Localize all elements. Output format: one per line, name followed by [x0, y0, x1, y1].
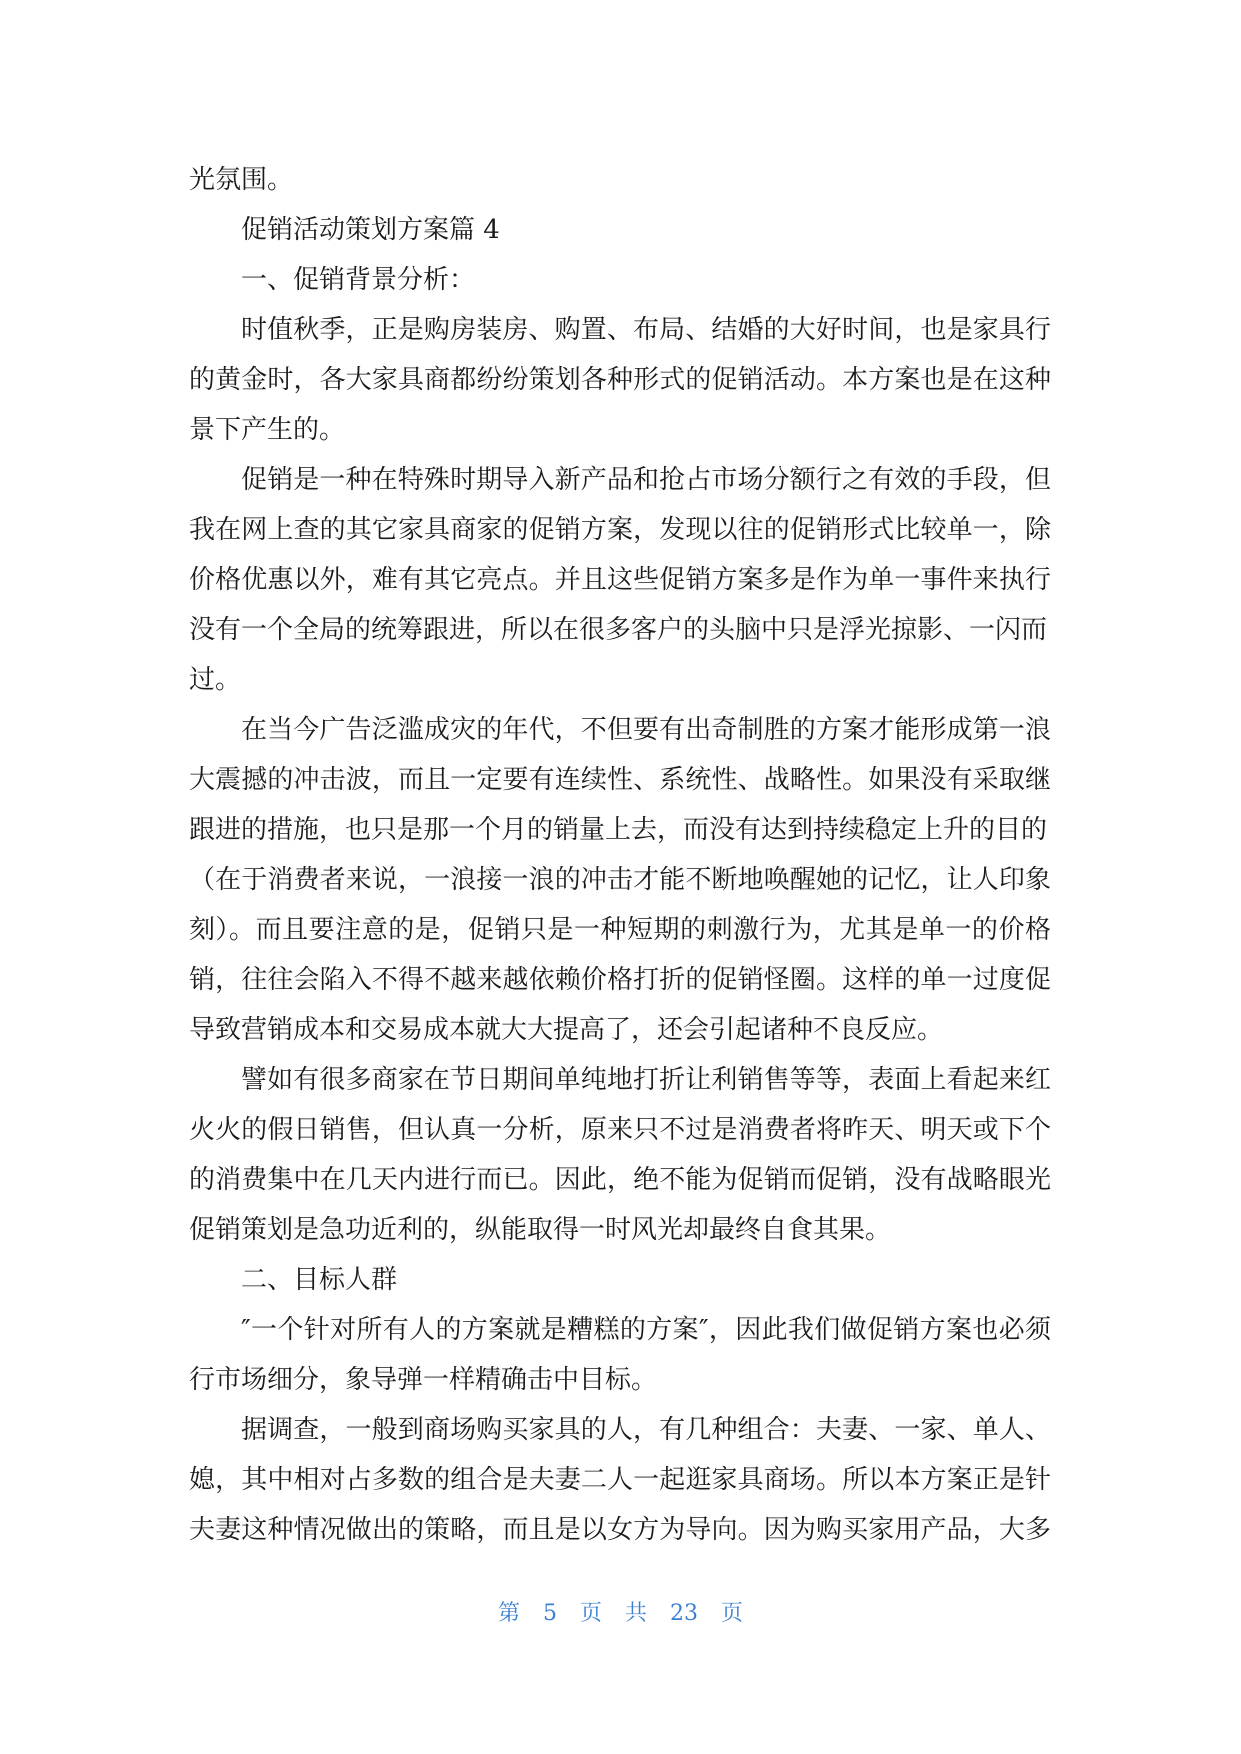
text-line: 我在网上查的其它家具商家的促销方案，发现以往的促销形式比较单一，除	[189, 515, 1051, 545]
text-line: 促销是一种在特殊时期导入新产品和抢占市场分额行之有效的手段，但	[241, 465, 1051, 495]
footer-label-ye-end: 页	[721, 1601, 744, 1626]
text-line: 销，往往会陷入不得不越来越依赖价格打折的促销怪圈。这样的单一过度促	[189, 965, 1051, 995]
text-line: 景下产生的。	[189, 415, 346, 445]
text-line: 一、促销背景分析：	[241, 265, 476, 295]
footer-label-di: 第	[497, 1601, 520, 1626]
text-line: 促销活动策划方案篇 4	[241, 215, 500, 245]
text-line: 媳，其中相对占多数的组合是夫妻二人一起逛家具商场。所以本方案正是针	[189, 1465, 1051, 1495]
text-line: ″一个针对所有人的方案就是糟糕的方案″，因此我们做促销方案也必须	[241, 1315, 1051, 1345]
text-line: 价格优惠以外，难有其它亮点。并且这些促销方案多是作为单一事件来执行	[189, 565, 1051, 595]
text-line: 过。	[189, 665, 242, 695]
text-line: 没有一个全局的统筹跟进，所以在很多客户的头脑中只是浮光掠影、一闪而	[189, 615, 1048, 645]
text-line: 大震撼的冲击波，而且一定要有连续性、系统性、战略性。如果没有采取继	[189, 765, 1051, 795]
text-line: 的黄金时，各大家具商都纷纷策划各种形式的促销活动。本方案也是在这种	[189, 365, 1051, 395]
text-line: 譬如有很多商家在节日期间单纯地打折让利销售等等，表面上看起来红	[241, 1065, 1051, 1095]
text-line: 光氛围。	[189, 165, 294, 195]
text-line: 夫妻这种情况做出的策略，而且是以女方为导向。因为购买家用产品，大多	[189, 1515, 1051, 1545]
text-line: （在于消费者来说，一浪接一浪的冲击才能不断地唤醒她的记忆，让人印象	[189, 865, 1051, 895]
text-line: 的消费集中在几天内进行而已。因此，绝不能为促销而促销，没有战略眼光	[189, 1165, 1051, 1195]
footer-label-ye: 页	[579, 1601, 602, 1626]
footer-total-pages: 23	[670, 1601, 699, 1626]
page-footer	[0, 1596, 1241, 1627]
text-line: 跟进的措施，也只是那一个月的销量上去，而没有达到持续稳定上升的目的	[189, 815, 1048, 845]
text-line: 导致营销成本和交易成本就大大提高了，还会引起诸种不良反应。	[189, 1015, 944, 1045]
text-line: 时值秋季，正是购房装房、购置、布局、结婚的大好时间，也是家具行	[241, 315, 1051, 345]
text-line: 刻）。而且要注意的是，促销只是一种短期的刺激行为，尤其是单一的价格	[189, 915, 1051, 945]
footer-current-page: 5	[542, 1601, 557, 1626]
text-line: 二、目标人群	[241, 1265, 398, 1295]
footer-label-gong: 共	[625, 1601, 648, 1626]
text-line: 促销策划是急功近利的，纵能取得一时风光却最终自食其果。	[189, 1215, 892, 1245]
text-line: 据调查，一般到商场购买家具的人，有几种组合：夫妻、一家、单人、	[241, 1415, 1051, 1445]
text-line: 在当今广告泛滥成灾的年代，不但要有出奇制胜的方案才能形成第一浪	[241, 715, 1051, 745]
text-line: 行市场细分，象导弹一样精确击中目标。	[189, 1365, 658, 1395]
text-line: 火火的假日销售，但认真一分析，原来只不过是消费者将昨天、明天或下个	[189, 1115, 1051, 1145]
document-body	[189, 155, 1051, 1555]
